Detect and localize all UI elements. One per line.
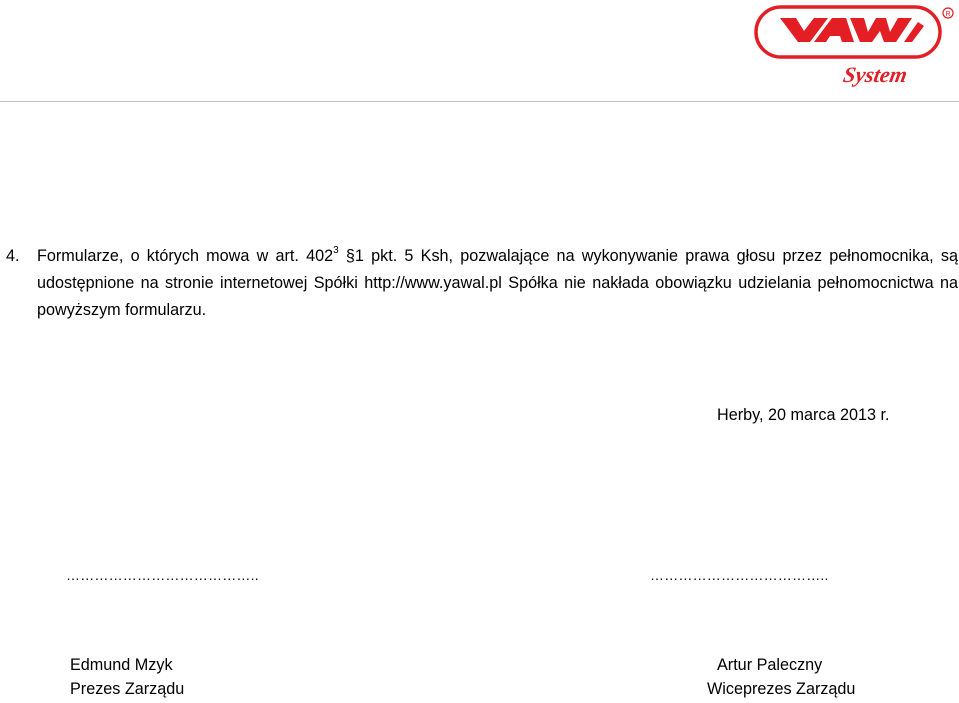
- signer-title: Wiceprezes Zarządu: [707, 680, 856, 698]
- company-logo: [752, 4, 957, 88]
- signature-block-right: [707, 653, 855, 701]
- signature-line-left: …………………………………..: [66, 567, 259, 583]
- signer-title: Prezes Zarządu: [70, 680, 185, 698]
- paragraph-number: 4.: [6, 247, 20, 265]
- paragraph-text-part1: Formularze, o których mowa w art. 402: [37, 247, 334, 265]
- numbered-paragraph: [6, 243, 958, 324]
- paragraph-text-part2: §1 pkt. 5 Ksh, pozwalające na wykonywanie prawa głosu przez pełnomocnika, są udostępnione na stronie internetowej Spółki http://www.yawal.pl Spółka nie nakłada obowiązku udzielania pełnomocnictwa na powyższym formularzu.: [37, 247, 958, 319]
- signature-block-left: [70, 653, 184, 701]
- registered-mark-letter: R: [945, 11, 951, 18]
- place-date: Herby, 20 marca 2013 r.: [717, 406, 890, 424]
- superscript: 3: [333, 244, 339, 256]
- signer-name: Artur Paleczny: [717, 656, 823, 674]
- yawal-logo-graphic: [752, 4, 957, 88]
- paragraph-text: [37, 243, 958, 324]
- signer-name: Edmund Mzyk: [70, 656, 173, 674]
- logo-letter-w: [850, 18, 912, 42]
- header-divider: [0, 101, 959, 102]
- logo-system-text: System: [841, 62, 910, 87]
- signature-line-right: ………………………………..: [650, 567, 829, 583]
